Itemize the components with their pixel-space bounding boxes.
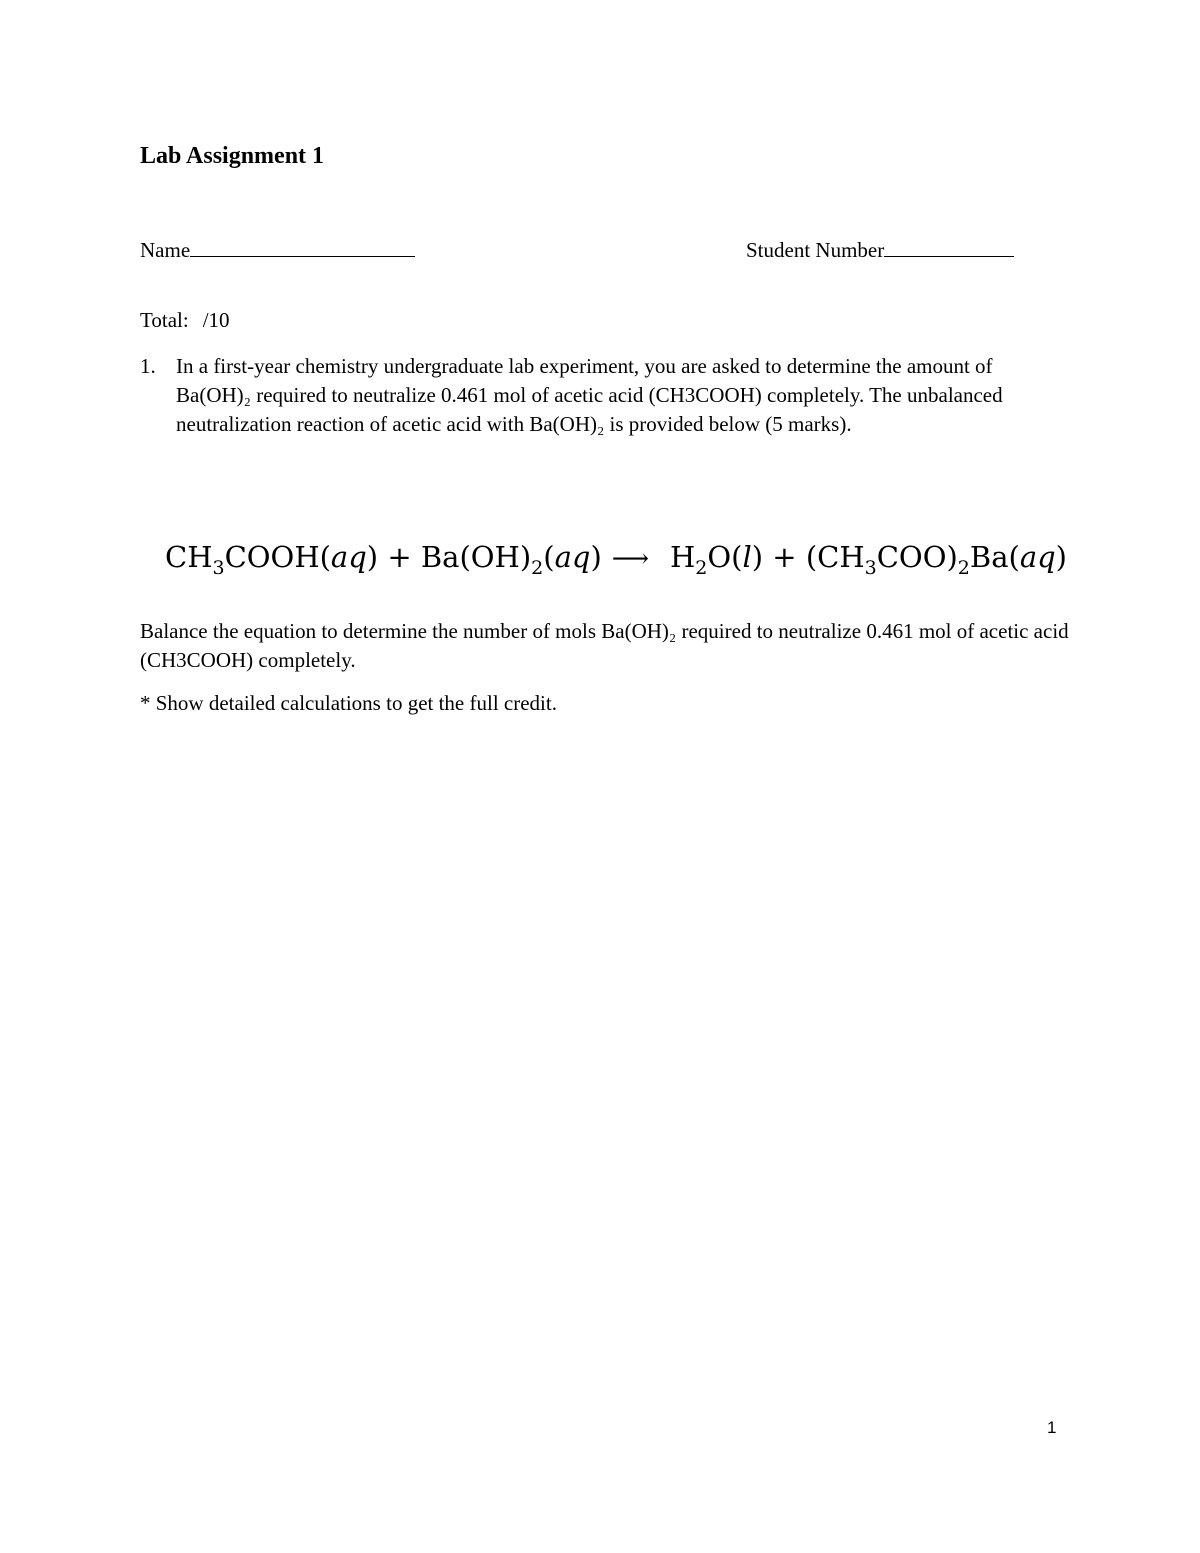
student-number-field (746, 236, 1014, 263)
question-number: 1. (140, 354, 156, 378)
page-number: 1 (1047, 1418, 1057, 1437)
name-field (140, 236, 415, 263)
equation-reactants: $CH_3COOH(aq) + Ba(OH)_2(aq)$ ⟶ (165, 540, 650, 579)
total-score-value: /10 (202, 308, 230, 332)
name-label: Name (140, 238, 191, 262)
calculation-note: * Show detailed calculations to get the full credit. (140, 691, 557, 715)
name-blank-line[interactable] (190, 236, 415, 257)
question-text: In a first-year chemistry undergraduate lab experiment, you are asked to determine the amount of Ba(OH)₂ required to neutralize 0.461 mol of acetic acid (CH3COOH) completely. The unbalanced neutralization reaction of acetic acid with Ba(OH)₂ is provided below (5 marks). (176, 354, 1003, 436)
page-title: Lab Assignment 1 (140, 143, 325, 169)
student-number-label: Student Number (746, 238, 885, 262)
question-1 (140, 352, 1060, 439)
reaction-arrow-icon: ⟶ (611, 544, 650, 574)
equation-products: $H_2O(l) + (CH_3COO)_2Ba(aq)$ (670, 540, 1067, 579)
student-number-blank-line[interactable] (884, 236, 1014, 257)
total-score (140, 308, 230, 333)
balance-instruction: Balance the equation to determine the number of mols Ba(OH)₂ required to neutralize 0.461 mol of acetic acid (CH3COOH) completely. (140, 619, 1069, 672)
chemical-equation (165, 540, 1067, 579)
total-label: Total: (140, 308, 189, 332)
